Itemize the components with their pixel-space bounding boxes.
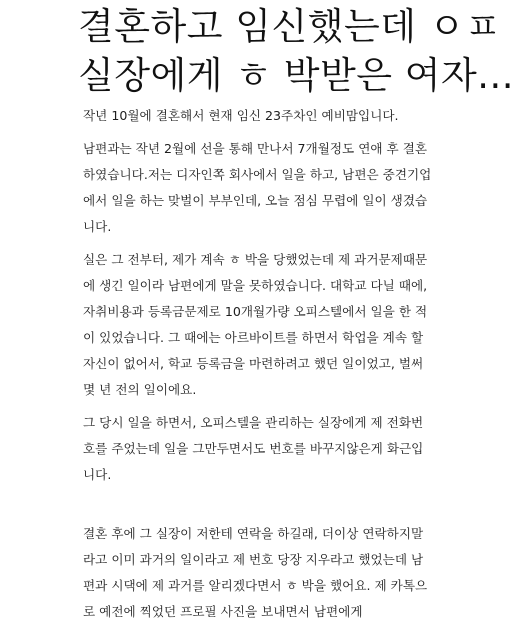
text-line: 니다.	[83, 219, 112, 234]
text-line: 에서 일을 하는 맞벌이 부부인데, 오늘 점심 무렵에 일이 생겼습	[83, 193, 428, 208]
title-line-2: 실장에게 ㅎ 박받은 여자...	[78, 54, 514, 97]
text-line: 에 생긴 일이라 남편에게 말을 못하였습니다. 대학교 다닐 때에,	[83, 278, 428, 293]
paragraph-3	[83, 247, 493, 403]
text-line: 이 있었습니다. 그 때에는 아르바이트를 하면서 학업을 계속 할	[83, 330, 424, 345]
article-title	[78, 2, 514, 100]
text-line: 작년 10월에 결혼해서 현재 임신 23주차인 예비맘입니다.	[83, 108, 399, 123]
text-line: 편과 시댁에 제 과거를 알리겠다면서 ㅎ 박을 했어요. 제 카톡으	[83, 578, 428, 593]
paragraph-2	[83, 136, 493, 240]
paragraph-4	[83, 410, 493, 488]
text-line: 실은 그 전부터, 제가 계속 ㅎ 박을 당했었는데 제 과거문제때문	[83, 252, 428, 267]
text-line: 로 예전에 찍었던 프로필 사진을 보내면서 남편에게	[83, 604, 363, 619]
text-line: 그 당시 일을 하면서, 오피스텔을 관리하는 실장에게 제 전화번	[83, 415, 424, 430]
text-line: 남편과는 작년 2월에 선을 통해 만나서 7개월정도 연애 후 결혼	[83, 141, 428, 156]
text-line: 자신이 없어서, 학교 등록금을 마련하려고 했던 일이었고, 벌써	[83, 356, 424, 371]
text-line: 호를 주었는데 일을 그만두면서도 번호를 바꾸지않은게 화근입	[83, 441, 424, 456]
text-line: 몇 년 전의 일이에요.	[83, 382, 197, 397]
text-line: 결혼 후에 그 실장이 저한테 연락을 하길래, 더이상 연락하지말	[83, 526, 424, 541]
text-line: 니다.	[83, 467, 112, 482]
text-line: 하였습니다.저는 디자인쪽 회사에서 일을 하고, 남편은 중견기업	[83, 167, 432, 182]
title-line-1: 결혼하고 임신했는데 ㅇㅍ	[78, 5, 502, 48]
text-line: 자취비용과 등록금문제로 10개월가량 오피스텔에서 일을 한 적	[83, 304, 428, 319]
article-body	[83, 103, 493, 632]
paragraph-1	[83, 103, 493, 129]
paragraph-5	[83, 521, 493, 625]
text-line: 라고 이미 과거의 일이라고 제 번호 당장 지우라고 했었는데 남	[83, 552, 424, 567]
